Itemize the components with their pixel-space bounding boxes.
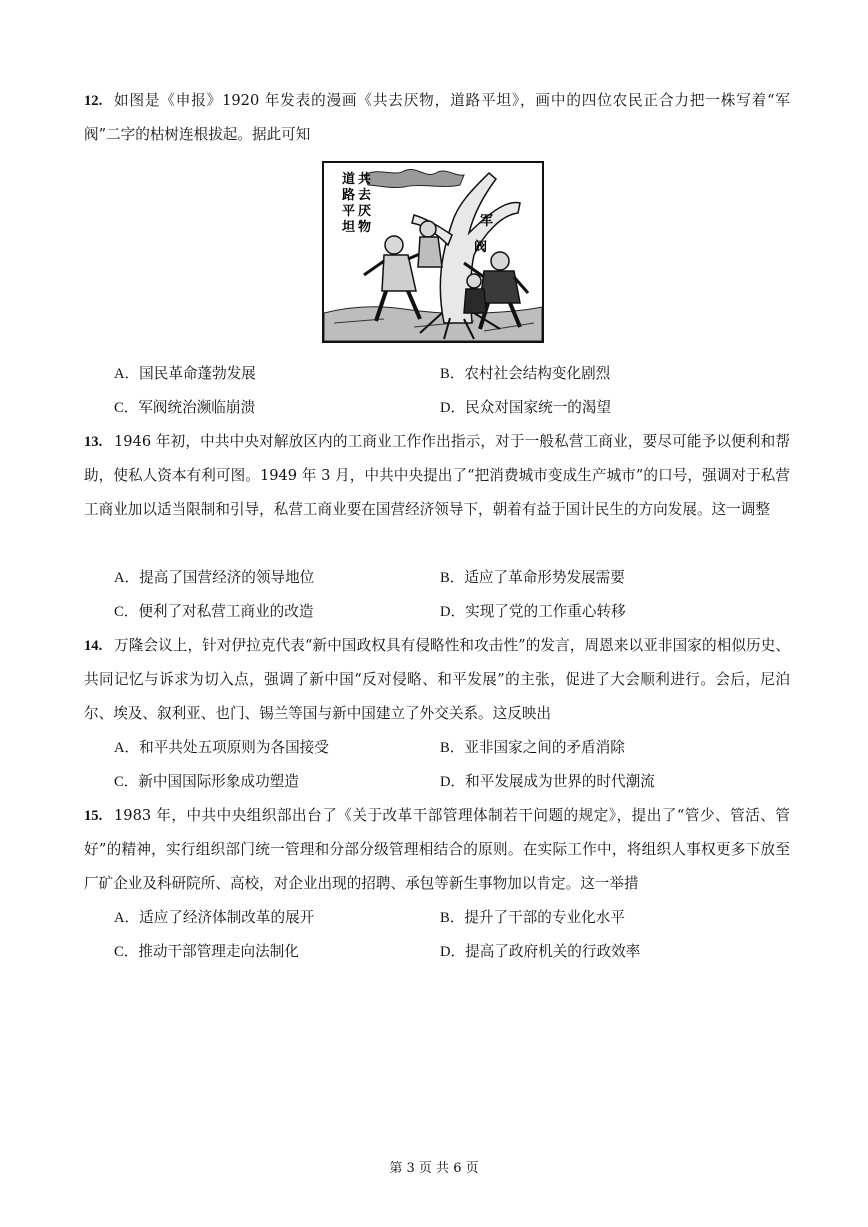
cartoon-illustration	[324, 163, 542, 341]
option-a[interactable]	[114, 908, 314, 928]
option-a[interactable]	[114, 568, 314, 588]
option-d[interactable]	[440, 398, 611, 418]
option-key: B．	[440, 366, 465, 382]
option-a[interactable]	[114, 364, 256, 384]
question-15	[84, 799, 790, 901]
option-text: 农村社会结构变化剧烈	[464, 365, 611, 382]
option-key: C．	[114, 604, 139, 620]
caption-char: 路	[342, 188, 356, 203]
option-text: 提高了国营经济的领导地位	[139, 569, 315, 586]
caption-char: 物	[358, 220, 372, 235]
caption-char: 厌	[358, 204, 372, 219]
option-d[interactable]	[440, 602, 626, 622]
option-text: 和平发展成为世界的时代潮流	[465, 773, 655, 790]
question-stem: 1946 年初，中共中央对解放区内的工商业工作作出指示，对于一般私营工商业，要尽可能予以便利和帮助，使私人资本有利可图。1949 年 3 月，中共中央提出了“把消费城市变成生产城市”的口号，强调对于私营工商业加以适当限制和引导，私营工商业要在国营经济领导下，朝着有益于国计民生的方向发展。这一调整	[84, 433, 790, 518]
option-text: 推动干部管理走向法制化	[138, 943, 299, 960]
option-text: 适应了经济体制改革的展开	[139, 909, 315, 926]
option-key: D．	[440, 774, 466, 790]
option-text: 新中国国际形象成功塑造	[138, 773, 299, 790]
caption-char: 去	[358, 188, 372, 203]
caption-char: 道	[342, 172, 356, 187]
option-d[interactable]	[440, 772, 655, 792]
option-key: A．	[114, 740, 140, 756]
question-number: 14.	[84, 638, 103, 654]
option-text: 国民革命蓬勃发展	[139, 365, 256, 382]
option-key: B．	[440, 740, 465, 756]
option-text: 军阀统治濒临崩溃	[138, 399, 256, 416]
cartoon-figure	[322, 161, 544, 343]
option-key: A．	[114, 570, 140, 586]
question-number: 13.	[84, 434, 103, 450]
option-c[interactable]	[114, 398, 255, 418]
question-number: 15.	[84, 808, 103, 824]
option-text: 和平共处五项原则为各国接受	[139, 739, 329, 756]
question-number: 12.	[84, 93, 103, 109]
question-13	[84, 425, 790, 527]
option-key: C．	[114, 944, 139, 960]
caption-char: 坦	[342, 220, 356, 235]
option-text: 提升了干部的专业化水平	[464, 909, 625, 926]
option-b[interactable]	[440, 364, 610, 384]
option-b[interactable]	[440, 908, 625, 928]
option-text: 便利了对私营工商业的改造	[138, 603, 314, 620]
option-d[interactable]	[440, 942, 640, 962]
page-footer: 第 3 页 共 6 页	[389, 1161, 479, 1176]
option-key: C．	[114, 774, 139, 790]
question-12	[84, 84, 790, 152]
option-key: A．	[114, 910, 140, 926]
question-stem: 万隆会议上，针对伊拉克代表“新中国政权具有侵略性和攻击性”的发言，周恩来以亚非国家的相似历史、共同记忆与诉求为切入点，强调了新中国“反对侵略、和平发展”的主张，促进了大会顺利进行。会后，尼泊尔、埃及、叙利亚、也门、锡兰等国与新中国建立了外交关系。这反映出	[84, 637, 790, 722]
caption-char: 共	[358, 172, 372, 187]
option-key: B．	[440, 910, 465, 926]
tree-label-char: 阀	[474, 240, 488, 255]
option-c[interactable]	[114, 772, 299, 792]
tree-label-char: 军	[480, 214, 494, 229]
option-key: C．	[114, 400, 139, 416]
option-text: 适应了革命形势发展需要	[464, 569, 625, 586]
option-b[interactable]	[440, 738, 625, 758]
option-key: D．	[440, 604, 466, 620]
option-key: A．	[114, 366, 140, 382]
question-stem: 1983 年，中共中央组织部出台了《关于改革干部管理体制若干问题的规定》，提出了“管少、管活、管好”的精神，实行组织部门统一管理和分部分级管理相结合的原则。在实际工作中，将组织人事权更多下放至厂矿企业及科研院所、高校，对企业出现的招聘、承包等新生事物加以肯定。这一举措	[84, 807, 790, 892]
option-key: D．	[440, 944, 466, 960]
option-c[interactable]	[114, 942, 299, 962]
option-key: B．	[440, 570, 465, 586]
option-text: 实现了党的工作重心转移	[465, 603, 626, 620]
option-text: 民众对国家统一的渴望	[465, 399, 612, 416]
option-c[interactable]	[114, 602, 313, 622]
caption-char: 平	[342, 204, 356, 219]
option-b[interactable]	[440, 568, 625, 588]
option-a[interactable]	[114, 738, 329, 758]
option-text: 提高了政府机关的行政效率	[465, 943, 641, 960]
option-text: 亚非国家之间的矛盾消除	[464, 739, 625, 756]
option-key: D．	[440, 400, 466, 416]
question-14	[84, 629, 790, 731]
question-stem: 如图是《申报》1920 年发表的漫画《共去厌物，道路平坦》，画中的四位农民正合力把一株写着“军阀”二字的枯树连根拔起。据此可知	[84, 92, 790, 143]
